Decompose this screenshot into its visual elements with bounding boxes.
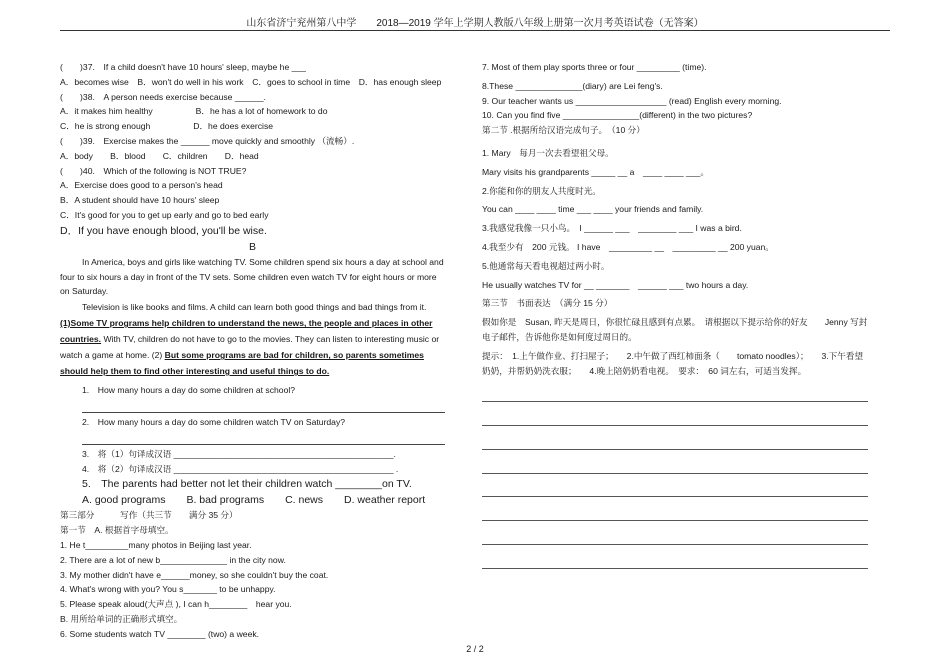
answer-line-1[interactable] bbox=[82, 398, 445, 413]
question-40-option-c: C．It's good for you to get up early and go to bed early bbox=[60, 209, 269, 220]
translate-5-chinese: 5.他通常每天看电视超过两小时。 bbox=[482, 260, 610, 271]
word-form-7: 7. Most of them play sports three or four _________ (time). bbox=[482, 62, 707, 72]
word-form-8: 8.These ______________(diary) are Lei feng's. bbox=[482, 80, 663, 91]
translate-1-chinese: 1. Mary 每月一次去看望祖父母。 bbox=[482, 147, 614, 158]
word-form-6: 6. Some students watch TV ________ (two) a week. bbox=[60, 628, 260, 639]
section-b-title: B. 用所给单词的正确形式填空。 bbox=[60, 613, 183, 624]
question-40-option-d: D．If you have enough blood, you'll be wise. bbox=[60, 224, 267, 237]
question-38: ( )38. A person needs exercise because ______. bbox=[60, 91, 266, 102]
passage-paragraph-2 bbox=[60, 299, 445, 379]
word-blank-2: 2. There are a lot of new b______________ in the city now. bbox=[60, 554, 286, 565]
reading-question-5: 5. The parents had better not let their children watch ________on TV. bbox=[82, 478, 412, 491]
passage-b-title: B bbox=[248, 240, 256, 253]
reading-question-1: 1. How many hours a day do some children at school? bbox=[82, 385, 296, 396]
translate-2-english: You can ____ ____ time ___ ____ your friends and family. bbox=[482, 204, 704, 215]
question-40: ( )40. Which of the following is NOT TRUE? bbox=[60, 165, 247, 176]
question-37: ( )37. If a child doesn't have 10 hours' sleep, maybe he ___ bbox=[60, 62, 306, 72]
page-header: 山东省济宁兖州第八中学 2018—2019 学年上学期人教版八年级上册第一次月考英语试卷（无答案） bbox=[246, 18, 704, 29]
section-2-title: 第二节 .根据所给汉语完成句子。 （10 分） bbox=[482, 125, 645, 136]
word-blank-3: 3. My mother didn't have e______money, so she couldn't buy the coat. bbox=[60, 569, 329, 580]
writing-line-3[interactable] bbox=[482, 426, 868, 450]
word-blank-5: 5. Please speak aloud(大声点 ), I can h________ hear you. bbox=[60, 599, 292, 610]
word-form-10: 10. Can you find five ________________(different) in the two pictures? bbox=[482, 110, 753, 121]
question-39: ( )39. Exercise makes the ______ move quickly and smoothly （流畅）. bbox=[60, 135, 355, 146]
paragraph-2-start: Television is like books and films. A child can learn both good things and bad things from it. bbox=[82, 302, 427, 313]
reading-question-3: 3. 将（1）句译成汉语 ______________________________________________. bbox=[82, 448, 396, 459]
section-1-title: 第一节 A. 根据首字母填空。 bbox=[60, 525, 174, 536]
translate-3: 3.我感觉我像一只小鸟。 I ______ ___ ________ ___ I was a bird. bbox=[482, 223, 742, 234]
translate-4: 4.我至少有 200 元钱。 I have _________ __ _________ __ 200 yuan。 bbox=[482, 241, 774, 252]
question-38-options-cd: C．he is strong enough D．he does exercise bbox=[60, 121, 274, 132]
question-40-option-a: A．Exercise does good to a person's head bbox=[60, 180, 223, 191]
reading-question-4: 4. 将（2）句译成汉语 ______________________________________________ . bbox=[82, 463, 399, 474]
reading-question-5-options: A. good programs B. bad programs C. news D. weather report bbox=[82, 494, 426, 507]
answer-line-2[interactable] bbox=[82, 430, 445, 445]
writing-hints: 提示： 1.上午做作业、打扫屋子； 2.中午做了西红柿面条（ tomato noodles）； 3.下午看望奶奶，并帮奶奶洗衣服； 4.晚上陪奶奶看电视。 要求： 60 词左右，可适当发挥。 bbox=[482, 350, 864, 376]
section-3-title: 第三节 书面表达 （满分 15 分） bbox=[482, 298, 613, 309]
question-38-options-ab: A．it makes him healthy B．he has a lot of homework to do bbox=[60, 106, 328, 117]
writing-line-7[interactable] bbox=[482, 521, 868, 545]
question-40-option-b: B．A student should have 10 hours' sleep bbox=[60, 195, 220, 206]
right-column bbox=[482, 60, 868, 569]
reading-question-2: 2. How many hours a day do some children watch TV on Saturday? bbox=[82, 416, 346, 427]
writing-line-5[interactable] bbox=[482, 474, 868, 498]
writing-line-2[interactable] bbox=[482, 402, 868, 426]
writing-line-1[interactable] bbox=[482, 378, 868, 402]
writing-line-6[interactable] bbox=[482, 497, 868, 521]
paragraph-2-middle: With TV, children do not have to go to the movies. They can listen to interesting music or watch a game at home. (2) bbox=[60, 334, 440, 361]
underlined-sentence-2: But some programs are bad for children, so parents sometimes should help them to find other interesting and useful things to do. bbox=[60, 350, 424, 377]
writing-line-4[interactable] bbox=[482, 450, 868, 474]
translate-2-chinese: 2.你能和你的朋友人共度时光。 bbox=[482, 185, 601, 196]
writing-line-8[interactable] bbox=[482, 545, 868, 569]
header-divider bbox=[60, 30, 890, 31]
part-3-title: 第三部分 写作（共三节 满分 35 分） bbox=[60, 510, 238, 521]
passage-paragraph-1: In America, boys and girls like watching TV. Some children spend six hours a day at school and four to six hours a day in front of the TV sets. Some children even watch TV for eight hours or more on Saturday. bbox=[60, 256, 444, 297]
word-form-9: 9. Our teacher wants us ___________________ (read) English every morning. bbox=[482, 95, 782, 106]
word-blank-4: 4. What's wrong with you? You s_______ to be unhappy. bbox=[60, 584, 276, 595]
translate-5-english: He usually watches TV for __ _______ ______ ___ two hours a day. bbox=[482, 279, 749, 290]
translate-1-english: Mary visits his grandparents _____ __ a ____ ____ ___。 bbox=[482, 166, 709, 177]
left-column bbox=[60, 60, 445, 642]
writing-prompt: 假如你是 Susan, 昨天是周日，你很忙碌且感到有点累。 请根据以下提示给你的好友 Jenny 写封电子邮件，告诉他你是如何度过周日的。 bbox=[482, 317, 868, 342]
underlined-sentence-1: (1)Some TV programs help children to understand the news, the people and places in other countries. bbox=[60, 318, 433, 345]
page-number: 2 / 2 bbox=[466, 644, 484, 654]
question-37-options: A．becomes wise B．won't do well in his work C．goes to school in time D．has enough sleep bbox=[60, 76, 442, 87]
question-39-options: A．body B．blood C．children D．head bbox=[60, 150, 259, 161]
word-blank-1: 1. He t_________many photos in Beijing last year. bbox=[60, 539, 252, 550]
